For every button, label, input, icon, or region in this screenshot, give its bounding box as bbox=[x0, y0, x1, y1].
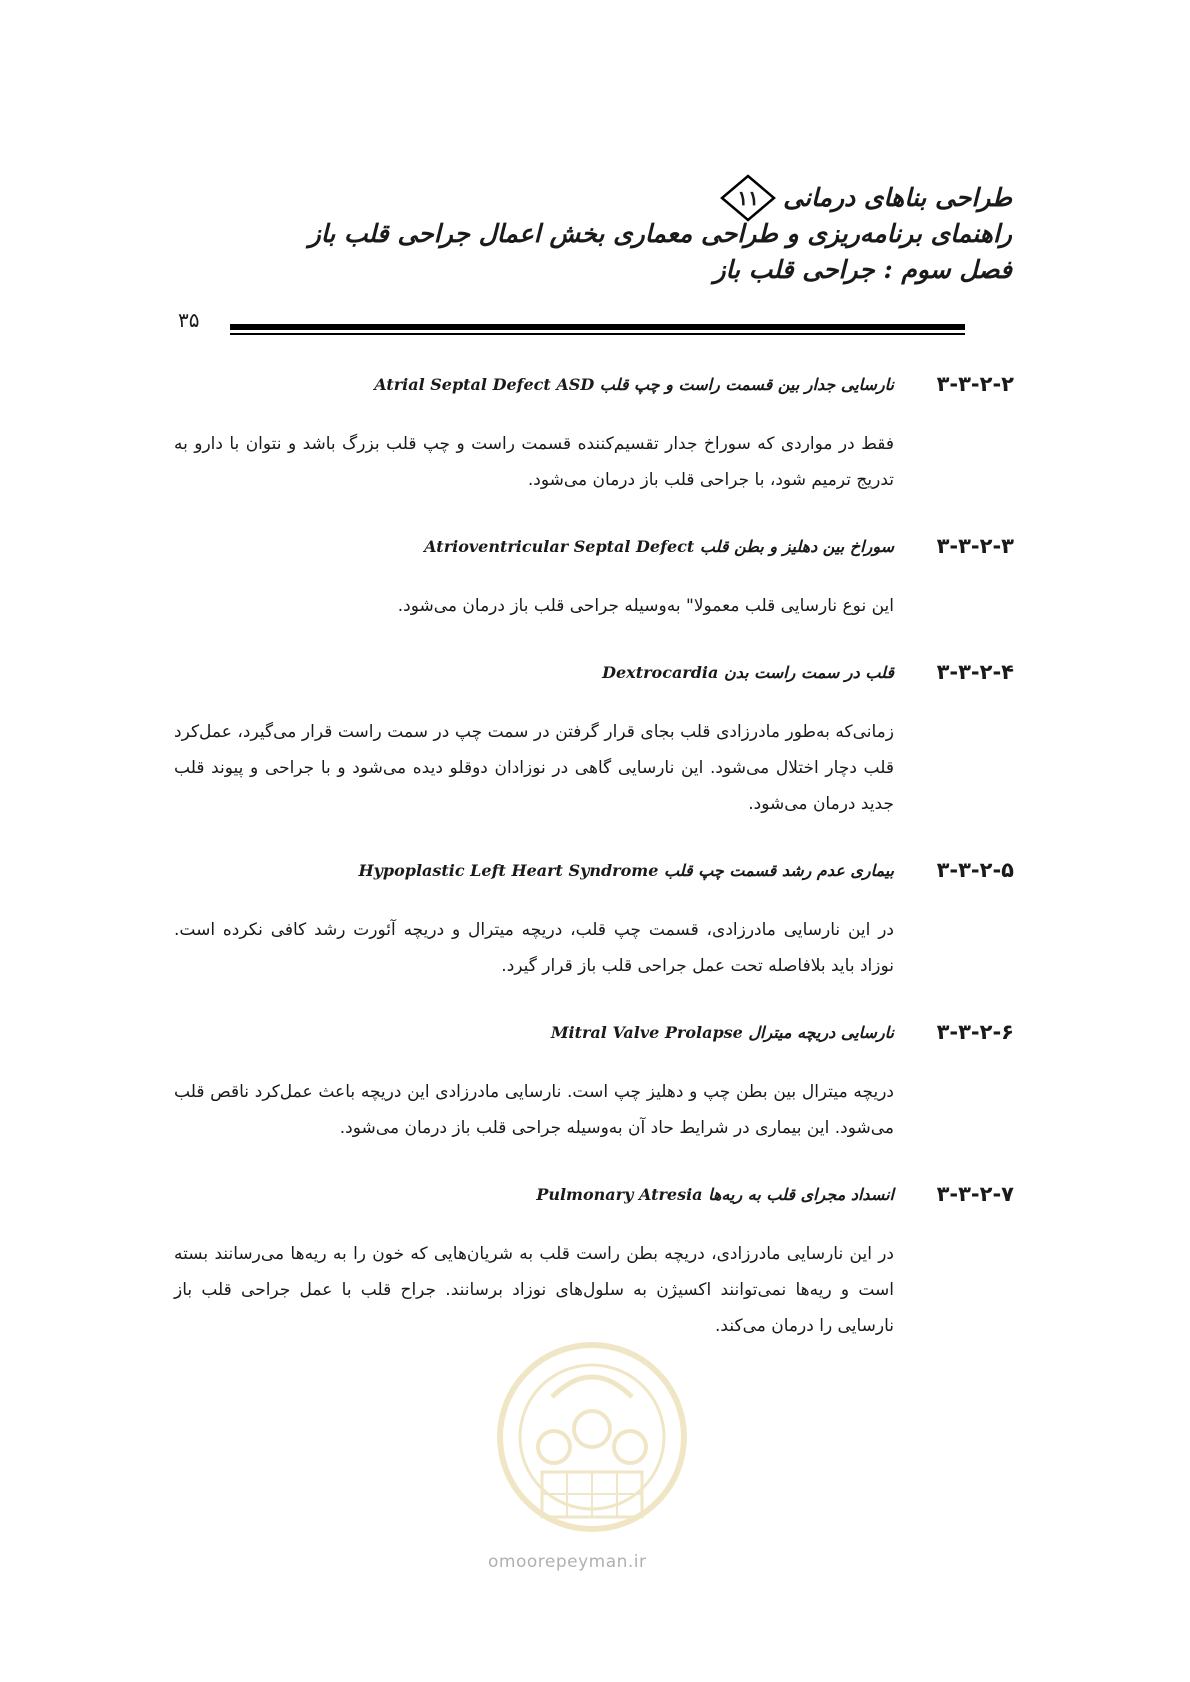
chapter-title: فصل سوم : جراحی قلب باز bbox=[713, 255, 1012, 284]
book-title-row bbox=[192, 180, 1012, 216]
section bbox=[174, 654, 1014, 822]
header-rule-thick bbox=[230, 324, 965, 330]
book-title: طراحی بناهای درمانی bbox=[783, 183, 1012, 212]
section-heading bbox=[174, 528, 1014, 564]
watermark-url: omoorepeyman.ir bbox=[488, 1552, 647, 1572]
watermark-logo-icon bbox=[492, 1337, 692, 1547]
section-title: قلب در سمت راست بدن Dextrocardia bbox=[602, 662, 894, 682]
section-heading bbox=[174, 654, 1014, 690]
chapter-header bbox=[192, 180, 1012, 288]
volume-badge bbox=[719, 173, 777, 223]
section-number: ۳-۳-۲-۵ bbox=[936, 858, 1014, 882]
section-body: در این نارسایی مادرزادی، دریچه بطن راست قلب به شریان‌هایی که خون را به ریه‌ها می‌رسانند بسته است و ریه‌ها نمی‌توانند اکسیژن به سلول‌های نوزاد برسانند. جراح قلب با عمل جراحی قلب باز نارسایی را درمان می‌کند. bbox=[174, 1244, 894, 1336]
section-heading bbox=[174, 366, 1014, 402]
section-heading bbox=[174, 852, 1014, 888]
page-number: ۳۵ bbox=[178, 308, 200, 332]
section-body: در این نارسایی مادرزادی، قسمت چپ قلب، دریچه میترال و دریچه آئورت رشد کافی نکرده است. نوزاد باید بلافاصله تحت عمل جراحی قلب باز قرار گیرد. bbox=[174, 920, 894, 976]
section bbox=[174, 1014, 1014, 1146]
volume-number: ۱۱ bbox=[737, 186, 759, 210]
header-rule-thin bbox=[230, 333, 965, 335]
section-body: این نوع نارسایی قلب معمولا" به‌وسیله جراحی قلب باز درمان می‌شود. bbox=[397, 596, 894, 616]
sections-list bbox=[174, 366, 1014, 1374]
section-number: ۳-۳-۲-۷ bbox=[936, 1182, 1014, 1206]
section bbox=[174, 528, 1014, 624]
section-title: نارسایی دریچه میترال Mitral Valve Prolapse bbox=[550, 1022, 894, 1042]
section-number: ۳-۳-۲-۶ bbox=[936, 1020, 1014, 1044]
section-body: فقط در مواردی که سوراخ جدار تقسیم‌کننده قسمت راست و چپ قلب بزرگ باشد و نتوان با دارو به تدریج ترمیم شود، با جراحی قلب باز درمان می‌شود. bbox=[174, 434, 894, 490]
section-number: ۳-۳-۲-۲ bbox=[936, 372, 1014, 396]
book-subtitle: راهنمای برنامه‌ریزی و طراحی معماری بخش اعمال جراحی قلب باز bbox=[308, 219, 1012, 248]
section-number: ۳-۳-۲-۴ bbox=[936, 660, 1014, 684]
section-heading bbox=[174, 1176, 1014, 1212]
section bbox=[174, 1176, 1014, 1344]
section bbox=[174, 366, 1014, 498]
section-body: زمانی‌که به‌طور مادرزادی قلب بجای قرار گرفتن در سمت چپ در سمت راست قرار می‌گیرد، عمل‌کرد قلب دچار اختلال می‌شود. این نارسایی گاهی در نوزادان دوقلو دیده می‌شود و با جراحی و پیوند قلب جدید درمان می‌شود. bbox=[174, 722, 894, 814]
section-body: دریچه میترال بین بطن چپ و دهلیز چپ است. نارسایی مادرزادی این دریچه باعث عمل‌کرد ناقص قلب می‌شود. این بیماری در شرایط حاد آن به‌وسیله جراحی قلب باز درمان می‌شود. bbox=[174, 1082, 894, 1138]
section-title: نارسایی جدار بین قسمت راست و چپ قلب Atrial Septal Defect ASD bbox=[374, 374, 894, 394]
section-heading bbox=[174, 1014, 1014, 1050]
section-number: ۳-۳-۲-۳ bbox=[936, 534, 1014, 558]
section bbox=[174, 852, 1014, 984]
section-title: بیماری عدم رشد قسمت چپ قلب Hypoplastic Left Heart Syndrome bbox=[358, 860, 894, 880]
section-title: سوراخ بین دهلیز و بطن قلب Atrioventricular Septal Defect bbox=[424, 536, 894, 556]
section-title: انسداد مجرای قلب به ریه‌ها Pulmonary Atresia bbox=[536, 1184, 894, 1204]
